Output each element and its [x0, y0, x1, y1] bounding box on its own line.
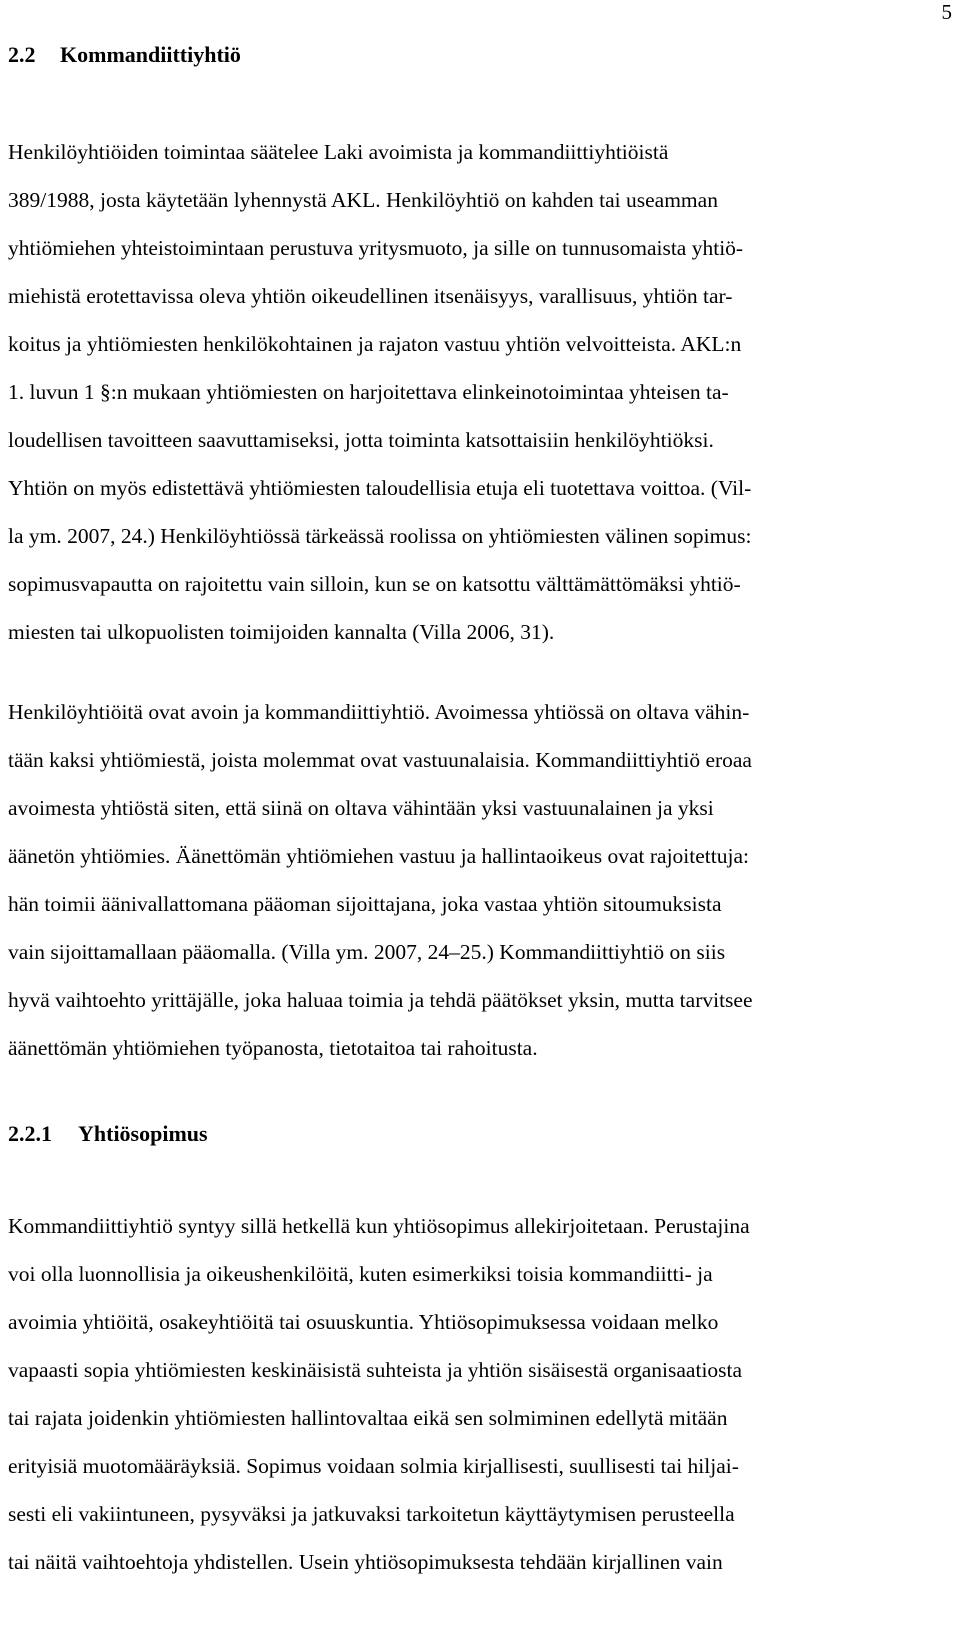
paragraph-line: hän toimii äänivallattomana pääoman sijoittajana, joka vastaa yhtiön sitoumuksista [8, 892, 722, 916]
section-title: Kommandiittiyhtiö [60, 42, 241, 67]
paragraph-line: tai näitä vaihtoehtoja yhdistellen. Usein yhtiösopimuksesta tehdään kirjallinen vain [8, 1550, 723, 1574]
paragraph-line: Henkilöyhtiöitä ovat avoin ja kommandiittiyhtiö. Avoimessa yhtiössä on oltava vähin- [8, 700, 750, 724]
paragraph-line: vapaasti sopia yhtiömiesten keskinäisistä suhteista ja yhtiön sisäisestä organisaatiosta [8, 1358, 743, 1382]
paragraph-1 [8, 128, 953, 656]
paragraph-line: avoimesta yhtiöstä siten, että siinä on oltava vähintään yksi vastuunalainen ja yksi [8, 796, 714, 820]
paragraph-line: la ym. 2007, 24.) Henkilöyhtiössä tärkeässä roolissa on yhtiömiesten välinen sopimus: [8, 524, 752, 548]
section-title: Yhtiösopimus [78, 1121, 208, 1146]
paragraph-line: voi olla luonnollisia ja oikeushenkilöitä, kuten esimerkiksi toisia kommandiitti- ja [8, 1262, 713, 1286]
paragraph-line: Henkilöyhtiöiden toimintaa säätelee Laki avoimista ja kommandiittiyhtiöistä [8, 140, 669, 164]
paragraph-line: vain sijoittamallaan pääomalla. (Villa ym. 2007, 24–25.) Kommandiittiyhtiö on siis [8, 940, 726, 964]
paragraph-line: koitus ja yhtiömiesten henkilökohtainen ja rajaton vastuu yhtiön velvoitteista. AKL:n [8, 332, 742, 356]
paragraph-line: avoimia yhtiöitä, osakeyhtiöitä tai osuuskuntia. Yhtiösopimuksessa voidaan melko [8, 1310, 719, 1334]
paragraph-line: sopimusvapautta on rajoitettu vain silloin, kun se on katsottu välttämättömäksi yhtiö- [8, 572, 741, 596]
section-heading-2-2 [8, 42, 241, 68]
paragraph-line: äänetön yhtiömies. Äänettömän yhtiömiehen vastuu ja hallintaoikeus ovat rajoitettuja: [8, 844, 749, 868]
paragraph-line: Yhtiön on myös edistettävä yhtiömiesten taloudellisia etuja eli tuotettava voittoa. (Vil- [8, 476, 752, 500]
paragraph-line: loudellisen tavoitteen saavuttamiseksi, jotta toiminta katsottaisiin henkilöyhtiöksi. [8, 428, 714, 452]
paragraph-line: sesti eli vakiintuneen, pysyväksi ja jatkuvaksi tarkoitetun käyttäytymisen perusteella [8, 1502, 735, 1526]
paragraph-line: 389/1988, josta käytetään lyhennystä AKL. Henkilöyhtiö on kahden tai useamman [8, 188, 718, 212]
paragraph-line: 1. luvun 1 §:n mukaan yhtiömiesten on harjoitettava elinkeinotoimintaa yhteisen ta- [8, 380, 729, 404]
paragraph-3 [8, 1202, 953, 1586]
paragraph-2 [8, 688, 953, 1072]
paragraph-line: miehistä erotettavissa oleva yhtiön oikeudellinen itsenäisyys, varallisuus, yhtiön tar- [8, 284, 733, 308]
section-number: 2.2 [8, 42, 36, 67]
paragraph-line: äänettömän yhtiömiehen työpanosta, tietotaitoa tai rahoitusta. [8, 1036, 538, 1060]
paragraph-line: tään kaksi yhtiömiestä, joista molemmat ovat vastuunalaisia. Kommandiittiyhtiö eroaa [8, 748, 752, 772]
page-number: 5 [941, 0, 952, 24]
paragraph-line: hyvä vaihtoehto yrittäjälle, joka haluaa toimia ja tehdä päätökset yksin, mutta tarvitsee [8, 988, 753, 1012]
paragraph-line: tai rajata joidenkin yhtiömiesten hallintovaltaa eikä sen solmiminen edellytä mitään [8, 1406, 728, 1430]
paragraph-line: Kommandiittiyhtiö syntyy sillä hetkellä kun yhtiösopimus allekirjoitetaan. Perustajina [8, 1214, 750, 1238]
paragraph-line: miesten tai ulkopuolisten toimijoiden kannalta (Villa 2006, 31). [8, 620, 555, 644]
paragraph-line: yhtiömiehen yhteistoimintaan perustuva yritysmuoto, ja sille on tunnusomaista yhtiö- [8, 236, 744, 260]
section-number: 2.2.1 [8, 1121, 52, 1146]
paragraph-line: erityisiä muotomääräyksiä. Sopimus voidaan solmia kirjallisesti, suullisesti tai hiljai- [8, 1454, 739, 1478]
section-heading-2-2-1 [8, 1121, 208, 1147]
